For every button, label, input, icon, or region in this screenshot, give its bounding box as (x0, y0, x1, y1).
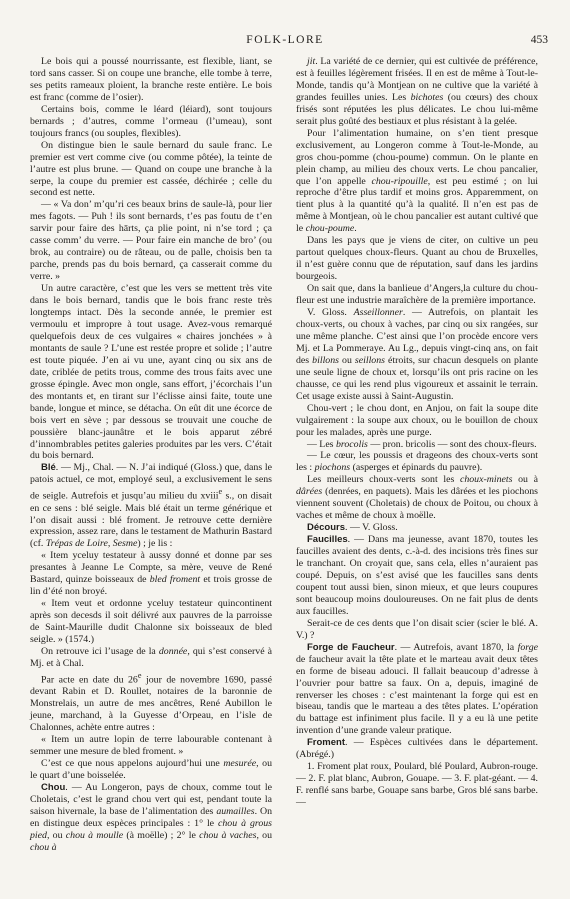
text-run: « Item yceluy testateur à aussy donné et donne par ses presantes à Jeanne Le Compte, sa mère, veuve de René Bastard, quinze boisseaux de (30, 550, 272, 586)
paragraph (30, 550, 272, 598)
italic-term: aumailles (216, 805, 255, 817)
text-run: — Les (307, 438, 336, 450)
paragraph (296, 642, 538, 738)
text-run: . On en distingue deux espèces principales : 1° le (30, 805, 272, 829)
text-run: , ou (256, 829, 272, 841)
text-run: Par acte en date du 26 (41, 674, 138, 686)
paragraph (296, 235, 538, 283)
italic-term: chou à (30, 841, 57, 853)
text-run: Dans les pays que je viens de citer, on cultive un peu partout quelques choux-fleurs. Quant au chou de Bruxelles, il n’est guère connu que de réputation, sauf dans les jardins bourgeois. (296, 235, 538, 283)
paragraph (296, 534, 538, 618)
text-run: . — Au Longeron, pays de choux, comme tout le Choletais, c’est le grand chou vert qui est, pendant toute la saison hivernale, la base de l’alimentation des (30, 781, 272, 817)
italic-term: Trépas de Loire, Sesme (45, 538, 138, 550)
italic-term: bichotes (410, 91, 444, 103)
italic-term: donnée (158, 645, 188, 657)
text-run: , est peu estimé ; on lui reproche d’être plus tardif et moins gros. Apparemment, on tient plus à la quantité qu’à la qualité. Il n’en est pas de même à Montjean, où le chou pancalier est autant cultivé que le (296, 175, 539, 235)
text-run: — « Va don’ m’qu’ri ces beaux brins de saule-là, pour lier mes fagots. — Puh ! ils sont bernards, t’es pas foutu de t’en sarvir pour faire des hārts, ça plie point, ni n’se tord ; ça casse comm’ du verre. — Pour faire ein manche de bro’ (ou brok, au contraire) ou de râteau, ou de palle, choisis ben ta parche, prends pas du bois bernard, ça casserait comme du verre. » (30, 199, 272, 283)
italic-term: jit (307, 56, 316, 67)
paragraph (296, 283, 538, 307)
paragraph (30, 199, 272, 283)
right-column (296, 56, 538, 809)
text-run: (à moëlle) ; 2° le (123, 829, 200, 841)
running-head (0, 34, 570, 50)
text-run: . — Dans ma jeunesse, avant 1870, toutes les faucilles avaient des dents, c.-à-d. des incisions très fines sur le tranchant. On croyait que, sans cela, elles n’auraient pas coupé. Depuis, on s’est avisé que les faucilles sans dents coupent tout aussi bien, sinon mieux, et que leurs coupures sont beaucoup moins douloureuses. On ne fait plus de dents aux faucilles. (296, 534, 538, 617)
text-run: , ou le quart d’une boisselée. (30, 757, 272, 781)
text-run: Un autre caractère, c’est que les vers se mettent très vite dans le bois bernard, tandis que le bois franc reste très longtemps intact. Dès la seconde année, le premier est vermoulu et impropre à tout usage. Avez-vous remarqué quelquefois deux de ces vulgaires « chaires jonchées » à montants de saule ? L’une est restée propre et solide ; l’autre est toute piquée. J’en ai vu une, ayant cinq ou six ans de date, criblée de petits trous, comme des trous faits avec une grosse épingle. Avec mon ongle, sans effort, j’écorchais l’un des montants et, en tirant sur l’éclisse ainsi faite, toute une bande, longue et mince, se détacha. On eût dit une écorce de bois vert en sève ; par dessous se trouvait une couche de poussière blanc-jaunâtre et le bois apparut zébré d’innombrables petites galeries produites par les vers. C’était du bois bernard. (30, 283, 272, 462)
entry-headword: Décours (307, 522, 346, 534)
text-run: Les meilleurs choux-verts sont les (307, 474, 460, 486)
paragraph (296, 403, 538, 439)
text-run: Chou-vert ; le chou dont, en Anjou, on fait la soupe dite vulgairement : la soupe aux choux, ou le bouillon de choux pour les malades, après une purge. (296, 402, 538, 438)
text-run: V. Gloss. (307, 307, 354, 319)
paragraph (296, 307, 538, 403)
text-run: (denrées, en paquets). Mais les dârées et les piochons viennent souvent (Choletais) de choux de Poitou, ou choux à vaches et même de choux à moëlle. (296, 486, 538, 522)
text-run: . (354, 223, 357, 235)
paragraph (296, 761, 538, 809)
text-run: . — Autrefois, on plantait les choux-verts, ou choux à vaches, par cinq ou six rangées, sur une même planche. C’est ainsi que l’on procède encore vers Mj. et La Pommeraye. Au Lg., depuis vingt-cinq ans, on fait des (296, 307, 538, 366)
running-title: FOLK-LORE (246, 34, 324, 46)
italic-term: chou-ripouille (371, 175, 428, 187)
paragraph (296, 450, 538, 474)
text-run: ou à (512, 474, 538, 486)
text-run: s., on disait en ce sens : blé seigle. Mais blé était un terme générique et l’on disait aussi : blé froment. Je retrouve cette dernière expression, assez rare, dans le testament de Mathurin Bastard (cf. (30, 490, 273, 550)
text-run: Pour l’alimentation humaine, on s’en tient presque exclusivement, au Longeron comme à Tout-le-Monde, au gros chou-pomme (chou-poume) commun. On le plante en plein champ, au milieu des choux verts. Le chou pancalier, que l’on appelle (296, 127, 538, 187)
entry-headword: Forge de Faucheur (307, 641, 395, 653)
italic-term: choux-minets (459, 474, 513, 486)
italic-term: billons (312, 354, 339, 366)
text-run: On distingue bien le saule bernard du saule franc. Le premier est vert comme cive (ou comme pôtée), la teinte de l’autre est plus brune. — Quand on coupe une branche à la serpe, la coupe du premier est cassée, déchirée ; celle du second est nette. (30, 139, 272, 199)
paragraph (296, 56, 538, 128)
left-column (30, 56, 272, 853)
text-run: . — Autrefois, avant 1870, la (394, 641, 518, 653)
text-run: On sait que, dans la banlieue d’Angers,la culture du chou-fleur est une industrie maraîchère de la première importance. (296, 283, 538, 307)
text-run: étroits, sur chacun desquels on plante une seule ligne de choux et, lorsqu’ils ont pris racine on les chausse, ce qui les rend plus vigoureux et assainit le terrain. Cet usage existe aussi à Saint-Augustin. (296, 354, 538, 402)
italic-term: chou-poume (305, 223, 355, 235)
paragraph (30, 283, 272, 462)
italic-term: mesurée (223, 757, 257, 769)
paragraph (296, 128, 538, 236)
text-run: et trois grosse de lin d’été non broyé. (30, 574, 272, 598)
text-run: de faucheur avait la tête plate et le marteau avait deux têtes en forme de biseau adouci. Il fallait beaucoup d’adresse à l’ouvrier pour battre sa faux. On a, depuis, imaginé de renverser les choses : c’est maintenant la forge qui est en biseau, tandis que le marteau a des têtes plates. L’opération du battage est infiniment plus facile. Il y a eu là une petite invention d’une grande valeur pratique. (296, 653, 538, 737)
text-run: C’est ce que nous appelons aujourd’hui une (41, 757, 224, 769)
text-run: « Item veut et ordonne yceluy testateur quincontinent après son decesds il soit délivré aux pauvres de la parroisse de Saint-Maurille dudit Chalonne six boisseaux de bled seigle. » (1574.) (30, 598, 272, 646)
text-run: (ou cœurs) des choux frisés sont réputées les plus délicates. Le chou lui-même serait plus goûté des bestiaux et plus résistant à la gelée. (296, 91, 538, 127)
paragraph (30, 670, 272, 734)
italic-term: chou à grous pied (30, 817, 272, 841)
text-run: Le bois qui a poussé nourrissante, est flexible, liant, se tord sans casser. Si on coupe une branche, elle tombe à terre, ses petits rameaux ploient, la branche reste entière. Le bois est franc (comme de l’osier). (30, 56, 272, 103)
text-run: Certains bois, comme le léard (léiard), sont toujours bernards ; d’autres, comme l’ormeau (l’umeau), sont toujours francs (ou souples, flexibles). (30, 103, 272, 139)
text-run: 1. Froment plat roux, Poulard, blé Poulard, Aubron-rouge. — 2. F. plat blanc, Aubron, Gouape. — 3. F. plat-géant. — 4. F. renflé sans barbe, Gouape sans barbe, Gros blé sans barbe. — (296, 761, 538, 809)
superscript: e (218, 487, 223, 497)
text-run: On retrouve ici l’usage de la (41, 645, 159, 657)
italic-term: bled froment (149, 574, 201, 586)
paragraph (296, 618, 538, 642)
text-run: — Le cœur, les poussis et drageons des choux-verts sont les : (296, 450, 538, 474)
paragraph (30, 646, 272, 670)
text-run: (asperges et épinards du pauvre). (350, 462, 483, 474)
paragraph (30, 56, 272, 104)
text-run: . La variété de ce dernier, qui est cultivée de préférence, est à feuilles légèrement frisées. Il en est de même à Tout-le-Monde, tandis qu’à Montjean on ne cultive que la variété à grandes feuilles unies. Les (296, 56, 538, 103)
text-run: ) ; je lis : (137, 538, 173, 550)
paragraph (296, 439, 538, 451)
paragraph (30, 782, 272, 854)
paragraph (30, 104, 272, 140)
paragraph (30, 734, 272, 758)
italic-term: Asseillonner (353, 307, 403, 319)
entry-headword: Faucilles (307, 534, 348, 546)
text-run: jour de novembre 1690, passé devant Rabin et D. Roullet, notaires de la baronnie de Monstrelais, un autre de mes ancêtres, René Aubillon le jeune, marchand, à la Guyesse d’Orpeau, en l’isle de Chalonnes, achète entre autres : (30, 674, 272, 733)
entry-headword: Chou (41, 781, 66, 793)
italic-term: dârées (296, 486, 323, 498)
paragraph (30, 758, 272, 782)
text-run: — pron. bricolis — sont des choux-fleurs. (367, 438, 537, 450)
text-run: Serait-ce de ces dents que l’on disait scier (scier le blé. A. V.) ? (296, 617, 538, 641)
paragraph (296, 737, 538, 761)
italic-term: brocolis (335, 438, 368, 450)
italic-term: chou à vaches (199, 829, 257, 841)
text-run: « Item un autre lopin de terre labourable contenant à semmer une mesure de bled froment. » (30, 733, 272, 757)
text-run: . — Espèces cultivées dans le département. (Abrégé.) (296, 737, 538, 761)
paragraph (30, 140, 272, 200)
superscript: e (137, 670, 142, 680)
text-run: . — V. Gloss. (345, 522, 398, 534)
entry-headword: Blé (41, 462, 56, 474)
italic-term: seillons (354, 354, 385, 366)
paragraph (296, 474, 538, 522)
text-run: , ou (46, 829, 66, 841)
italic-term: piochons (314, 462, 351, 474)
italic-term: forge (517, 641, 538, 653)
text-run: ou (338, 354, 355, 366)
text-run: , qui s’est conservé à Mj. et à Chal. (30, 645, 272, 669)
entry-headword: Froment (307, 737, 345, 749)
italic-term: chou à moulle (65, 829, 124, 841)
page-number: 453 (530, 34, 548, 46)
paragraph (296, 522, 538, 534)
paragraph (30, 462, 272, 550)
paragraph (30, 598, 272, 646)
text-run: . — Mj., Chal. — N. J’ai indiqué (Gloss.) que, dans le patois actuel, ce mot, employé seul, a exclusivement le sens de seigle. Autrefois et jusqu’au milieu du xviii (30, 462, 272, 502)
